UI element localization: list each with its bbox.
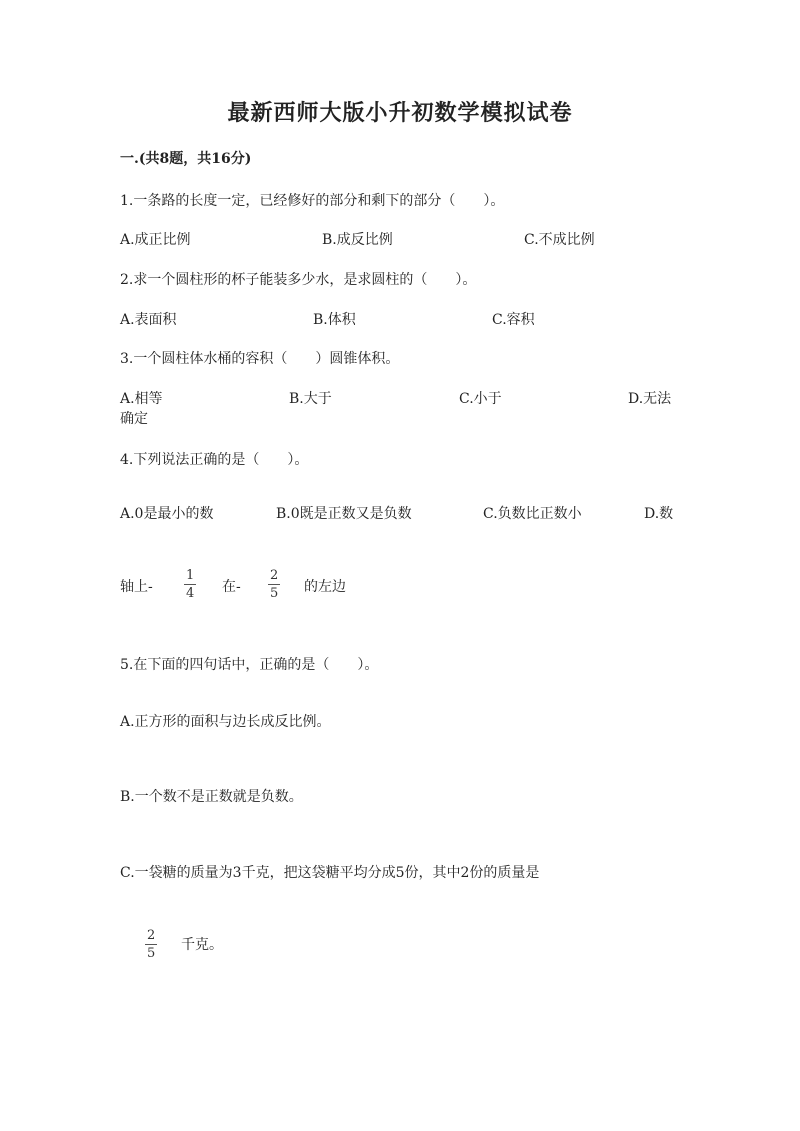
question-4-option-a: A.0是最小的数 xyxy=(120,506,214,522)
page-title: 最新西师大版小升初数学模拟试卷 xyxy=(227,100,573,126)
question-2-option-a: A.表面积 xyxy=(120,312,177,328)
fraction-one-quarter xyxy=(184,569,196,600)
fraction-denominator: 5 xyxy=(270,586,279,601)
question-5-option-c-unit: 千克。 xyxy=(181,937,223,953)
question-4-option-d-text-3: 的左边 xyxy=(304,579,346,595)
fraction-numerator: 1 xyxy=(186,568,195,583)
question-1-option-c: C.不成比例 xyxy=(524,232,595,248)
question-3-option-a: A.相等 xyxy=(120,391,163,407)
fraction-two-fifths xyxy=(268,569,280,600)
question-3-option-d: D.无法 xyxy=(628,391,672,407)
question-1-stem: 1.一条路的长度一定，已经修好的部分和剩下的部分（ ）。 xyxy=(120,193,505,209)
question-4-option-c: C.负数比正数小 xyxy=(483,506,582,522)
question-5-stem: 5.在下面的四句话中，正确的是（ ）。 xyxy=(120,657,379,673)
fraction-numerator: 2 xyxy=(147,928,156,943)
question-4-option-b: B.0既是正数又是负数 xyxy=(276,506,412,522)
section-heading: 一.(共8题，共16分) xyxy=(120,151,252,167)
question-4-stem: 4.下列说法正确的是（ ）。 xyxy=(120,452,309,468)
fraction-numerator: 2 xyxy=(270,568,279,583)
question-1-option-b: B.成反比例 xyxy=(322,232,393,248)
question-5-option-a: A.正方形的面积与边长成反比例。 xyxy=(120,714,331,730)
fraction-two-fifths-option-c xyxy=(145,929,157,960)
question-2-option-c: C.容积 xyxy=(492,312,535,328)
question-4-option-d: D.数 xyxy=(644,506,674,522)
fraction-denominator: 4 xyxy=(186,586,195,601)
question-5-option-b: B.一个数不是正数就是负数。 xyxy=(120,789,303,805)
question-2-option-b: B.体积 xyxy=(313,312,356,328)
question-3-option-c: C.小于 xyxy=(459,391,502,407)
question-1-option-a: A.成正比例 xyxy=(120,232,191,248)
question-3-option-d-continued: 确定 xyxy=(120,411,148,427)
fraction-denominator: 5 xyxy=(147,946,156,961)
question-2-stem: 2.求一个圆柱形的杯子能装多少水，是求圆柱的（ ）。 xyxy=(120,272,477,288)
question-3-option-b: B.大于 xyxy=(289,391,332,407)
question-4-option-d-text-2: 在- xyxy=(222,579,241,595)
question-4-option-d-text-1: 轴上- xyxy=(120,579,153,595)
question-3-stem: 3.一个圆柱体水桶的容积（ ）圆锥体积。 xyxy=(120,351,400,367)
question-5-option-c: C.一袋糖的质量为3千克，把这袋糖平均分成5份，其中2份的质量是 xyxy=(120,865,540,881)
